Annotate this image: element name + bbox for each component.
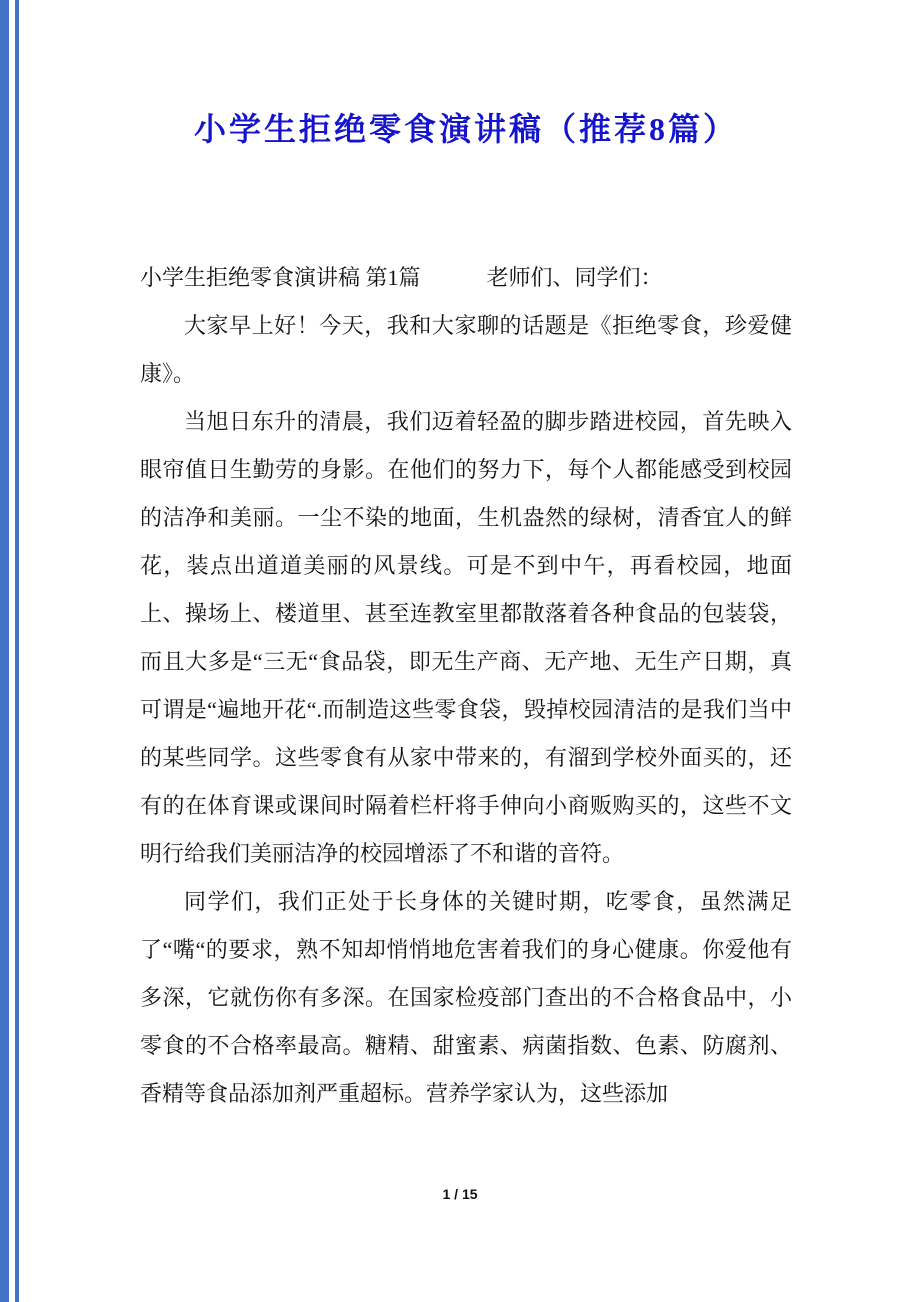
paragraph: 大家早上好！今天，我和大家聊的话题是《拒绝零食，珍爱健康》。 (140, 313, 792, 386)
page-number: 1 / 15 (442, 1186, 478, 1202)
left-accent-bar-outer (0, 0, 9, 1302)
left-accent-bar-inner (15, 0, 19, 1302)
paragraph-section-heading: 小学生拒绝零食演讲稿 第1篇 老师们、同学们： (140, 265, 663, 290)
paragraph: 当旭日东升的清晨，我们迈着轻盈的脚步踏进校园，首先映入眼帘值日生勤劳的身影。在他们的努力下，每个人都能感受到校园的洁净和美丽。一尘不染的地面，生机盎然的绿树，清香宜人的鲜花，装点出道道美丽的风景线。可是不到中午，再看校园，地面上、操场上、楼道里、甚至连教室里都散落着各种食品的包装袋，而且大多是“三无“食品袋，即无生产商、无产地、无生产日期，真可谓是“遍地开花“.而制造这些零食袋，毁掉校园清洁的是我们当中的某些同学。这些零食有从家中带来的，有溜到学校外面买的，还有的在体育课或课间时隔着栏杆将手伸向小商贩购买的，这些不文明行给我们美丽洁净的校园增添了不和谐的音符。 (140, 409, 792, 866)
document-body (140, 254, 792, 1118)
document-title: 小学生拒绝零食演讲稿（推荐8篇） (193, 111, 738, 147)
document-content (140, 0, 792, 1118)
paragraph: 同学们，我们正处于长身体的关键时期，吃零食，虽然满足了“嘴“的要求，熟不知却悄悄地危害着我们的身心健康。你爱他有多深，它就伤你有多深。在国家检疫部门查出的不合格食品中，小零食的不合格率最高。糖精、甜蜜素、病菌指数、色素、防腐剂、香精等食品添加剂严重超标。营养学家认为，这些添加 (140, 889, 792, 1106)
